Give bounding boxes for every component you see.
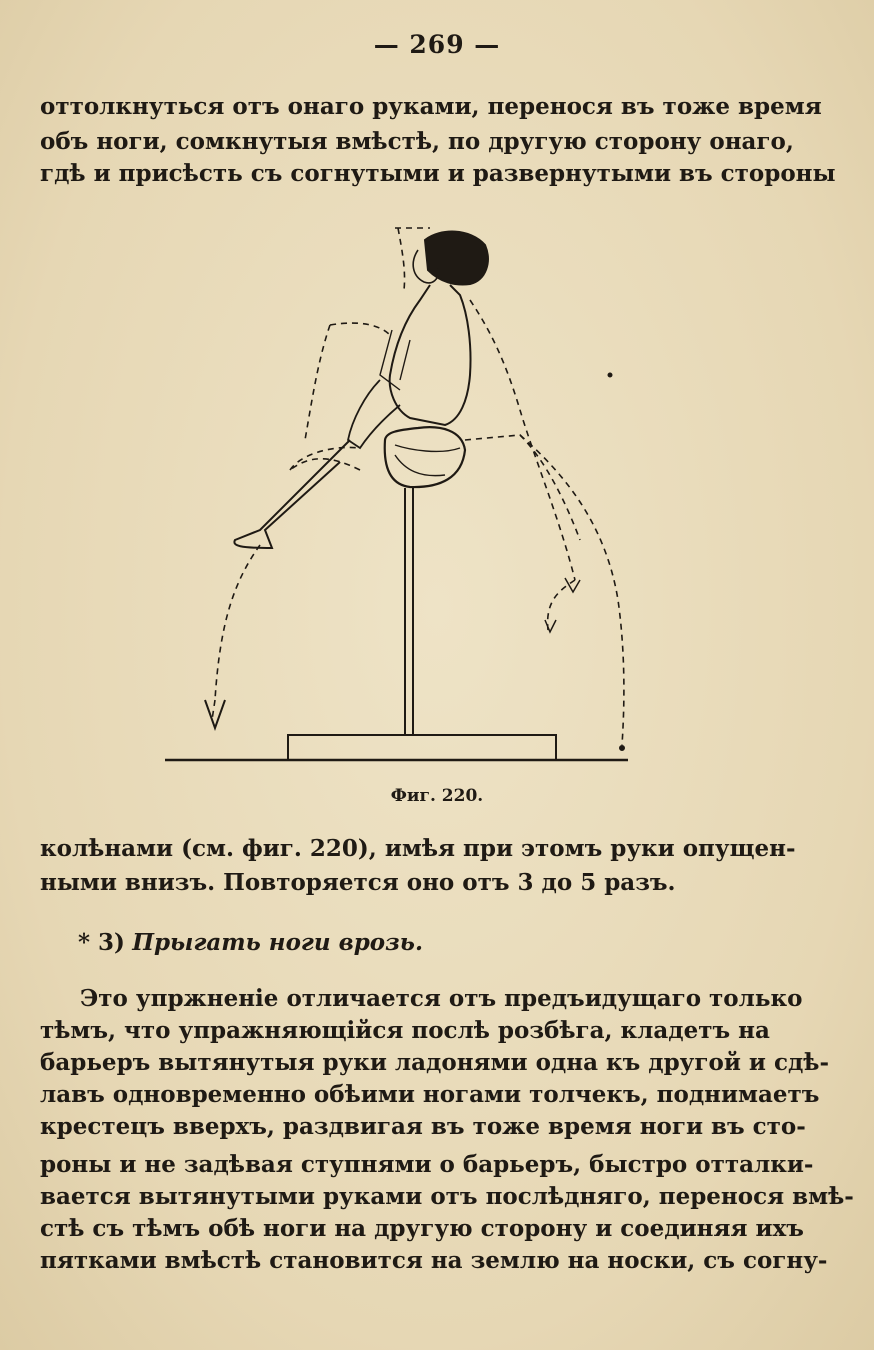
text-line: барьеръ вытянутыя руки ладонями одна къ другой и сдѣ- xyxy=(40,1049,830,1076)
vault-illustration xyxy=(0,200,874,780)
page-number: — 269 — xyxy=(373,30,501,59)
text-line: пятками вмѣстѣ становится на землю на носки, съ согну- xyxy=(40,1247,828,1274)
text-line: гдѣ и присѣсть съ согнутыми и развернутыми въ стороны xyxy=(40,160,836,187)
section-title: Прыгать ноги врозь. xyxy=(132,929,423,956)
text-line: роны и не задѣвая ступнями о барьеръ, быстро отталки- xyxy=(40,1151,814,1178)
text-line: крестецъ вверхъ, раздвигая въ тоже время ноги въ сто- xyxy=(40,1113,806,1140)
section-heading xyxy=(78,928,423,958)
figure-caption: Фиг. 220. xyxy=(390,786,484,806)
text-line: вается вытянутыми руками отъ послѣдняго, перенося вмѣ- xyxy=(40,1183,854,1210)
text-line: оттолкнуться отъ онаго руками, перенося въ тоже время xyxy=(40,93,822,120)
text-line: лавъ одновременно обѣими ногами толчекъ, поднимаетъ xyxy=(40,1081,820,1108)
text-line: ными внизъ. Повторяется оно отъ 3 до 5 разъ. xyxy=(40,869,676,896)
text-line: стѣ съ тѣмъ обѣ ноги на другую сторону и соединяя ихъ xyxy=(40,1215,804,1242)
text-line: колѣнами (см. фиг. 220), имѣя при этомъ руки опущен- xyxy=(40,835,796,862)
text-line: объ ноги, сомкнутыя вмѣстѣ, по другую сторону онаго, xyxy=(40,128,794,155)
text-line: тѣмъ, что упражняющійся послѣ розбѣга, кладетъ на xyxy=(40,1017,770,1044)
section-number: * 3) xyxy=(78,929,125,956)
text-line: Это упржненіе отличается отъ предъидущаго только xyxy=(80,985,803,1012)
